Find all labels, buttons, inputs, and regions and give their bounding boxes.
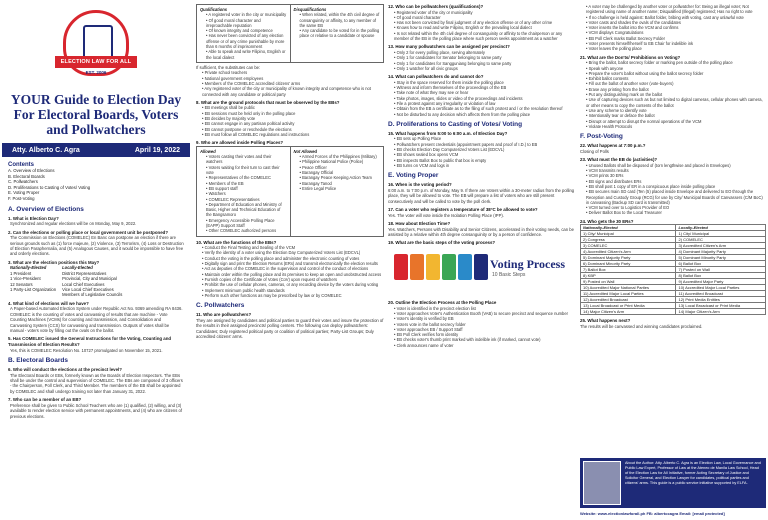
section-c-heading: C. Pollwatchers — [196, 302, 245, 310]
question-3: 3. What are the election positions this May? — [8, 259, 100, 265]
table-cell: 4) Dominant Majority Party — [676, 249, 766, 255]
question-20: 20. Outline the Election Process at the Polling Place — [388, 300, 497, 306]
answer-11: They are assigned by candidates and political parties to guard their votes and insure the protection of the results in their assigned precincts/ polling centers. The following can deploy pollwatchers: Candidates; Duly registered political party or coalition of political parties; Party-List Groups; Duly accredited citizens' arms. — [196, 317, 384, 339]
position-item: 1 President — [10, 270, 32, 276]
list-item: • EB Poll Clerk verifies form identity — [394, 332, 576, 337]
local-positions — [62, 265, 122, 297]
answer-6: The Electoral Boards or EBs, formerly known as the Boards of Election Inspectors. The EBs shall be under the control and supervision of COMELEC. The EBs are composed of 3 officers - the Chairperson, Poll Clerk, and Third Member. The members of the EB shall be appointed by COMELEC and shall undergo training not later than January 31, 2022. — [10, 372, 183, 394]
question-7: 7. Who can be a member of an EB? — [8, 397, 82, 403]
table-row — [581, 309, 766, 315]
list-item: • Furnish copies of the Certificate of Votes (CoV) upon request of watchers — [202, 277, 384, 282]
table-cell: 9) Accredited Major Party — [676, 279, 766, 285]
contents-item: C. Pollwatchers — [8, 179, 38, 185]
list-item: • Only 2 for every polling place, serving alternately — [394, 50, 576, 55]
list-item: • Put any distinguishing mark on the ballot — [586, 92, 766, 97]
disqualifications-list — [294, 12, 381, 38]
er-table-body — [581, 231, 766, 315]
list-item: • Department of Education and Ministry of Basic, Higher and Technical Education of the Bangsamoro — [206, 202, 287, 218]
step-block — [474, 254, 488, 280]
list-item: • Voter's identity is verified by EB — [394, 316, 576, 321]
list-item: • Is not related within the 4th civil degree of consanguinity or affinity to the chairperson or any member of the EB in the polling place where such person seeks appointment as a watcher — [394, 31, 576, 42]
list-item: • Intentionally tear or deface the ballot — [586, 113, 766, 118]
list-item: • Philippine National Police (Police) — [300, 159, 381, 164]
list-item: • Bring the ballot, ballot secrecy folder or marking pen outside of the polling place — [586, 60, 766, 65]
position-item: Vice Local Chief Executives — [62, 287, 114, 292]
protocols-list — [196, 105, 384, 137]
list-item: • Digitally sign and print the Election Returns (ERs) and transmit electronically the election results — [202, 261, 384, 266]
table-cell: 5) Dominant Majority Party — [581, 255, 676, 261]
substitutes-list — [196, 70, 384, 96]
logo-sub: EST. 2006 — [85, 70, 107, 75]
about-author-box — [580, 458, 766, 508]
section-b-heading: B. Electoral Boards — [8, 357, 68, 365]
list-item: • Barangay Official — [300, 170, 381, 175]
list-item: • EB shall post 1 copy of ER in a conspicuous place inside polling place — [586, 184, 766, 189]
question-25: 25. What happens next? — [580, 318, 631, 324]
list-item: • COMELEC Representatives — [206, 197, 287, 202]
list-item: • Erase any printing from the ballot — [586, 87, 766, 92]
allowed-cell — [197, 147, 290, 236]
list-item: • Take note of what they may see or hear — [394, 90, 576, 95]
table-cell: 11) Accredited Broadcast — [676, 291, 766, 297]
list-item: • National government employees — [202, 76, 384, 81]
table-cell: 12) Print Media Entities — [676, 297, 766, 303]
list-item: • Use any scheme to identify vote — [586, 108, 766, 113]
list-item: • Emergency Accessible Polling Place (EAPP) Support Staff — [206, 218, 287, 229]
list-item: • Conduct the voting in the polling place and administer the electronic counting of votes — [202, 256, 384, 261]
question-1: 1. What is Election Day? — [8, 215, 59, 221]
list-item: • Voter casts and shades the ovals of the candidates — [586, 20, 766, 25]
list-item: • Voter approaches EB / Support Staff — [394, 327, 576, 332]
position-item: 1 Party-List Organization — [10, 287, 57, 292]
step-block — [426, 254, 440, 280]
list-item: • Watchers — [206, 191, 287, 196]
answer-7: Preference shall be given to Public School Teachers who are (1) qualified, (2) willing, and (3) available to render election service with permanent appointments, and (4) who are citizens of previous elections. — [10, 402, 183, 419]
watcher-count-list — [388, 50, 576, 71]
answer-5: Yes, this is COMELEC Resolution No. 10727 promulgated on November 15, 2021. — [10, 347, 163, 353]
step-block — [442, 254, 456, 280]
table-cell: 9) Posted on Wall — [581, 279, 676, 285]
list-item: • EB checks Election Day Computerized Voters List (EDCVL) — [394, 147, 576, 152]
list-item: • EB sets up Polling Place — [394, 136, 576, 141]
list-item: • EB shows sealed box opens VCM — [394, 152, 576, 157]
position-item: 12 Senators — [10, 281, 33, 287]
question-10: 10. What are the functions of the EBs? — [196, 239, 277, 245]
list-item: • Use of capturing devices such as but not limited to digital cameras, cellular phones with camera, or other means to copy the contents of the ballot — [586, 97, 766, 108]
list-item: • Act as deputies of the COMELEC in the supervision and control of the conduct of elections — [202, 266, 384, 271]
list-item: • Maintain order within the polling place and its premises to keep an open and unobstructed access — [202, 272, 384, 277]
list-item: • EB checks voter's thumb print marked with indelible ink (if marked, cannot vote) — [394, 337, 576, 342]
table-cell: 7) Ballot Box — [581, 267, 676, 273]
table-cell: 3) Accredited Citizen's Arm — [676, 243, 766, 249]
list-item: • Armed Forces of the Philippines (Military) — [300, 154, 381, 159]
local-heading: Locally-Elected — [62, 265, 93, 271]
list-item: • Speak with anyone — [586, 66, 766, 71]
answer-18: Yes. Watchers, Persons with Disability and Senior Citizens, accelerated in their voting needs, can be assisted by a relative within 4th degree consanguinity or by a person of confidence. — [388, 226, 574, 238]
list-item: • Voter is identified in the precinct election list — [394, 306, 576, 311]
list-item: • VCM displays Congratulations — [586, 30, 766, 35]
question-6: 6. Who will conduct the elections at the precinct level? — [8, 367, 122, 373]
question-5: 5. Has COMELEC issued the General Instructions for the Voting, Counting and Transmission of Election Results? — [8, 336, 172, 348]
list-item: • A voter may be challenged by another voter or pollwatcher for: Being an illegal voter; Not registered using name of another name; Disqualified (Illegal) registered; Has no right to vote — [586, 4, 766, 15]
list-item: • Prohibit the use of cellular phones, cameras, or any recording device by the voters during voting — [202, 282, 384, 287]
voting-process-graphic — [388, 250, 576, 296]
list-item: • Of known integrity and competence — [206, 28, 287, 33]
answer-4: A Paper-based Automated Election System under Republic Act No. 9369 amending RA 8436. COMELEC is the counting of votes and canvassing of results that are machine - Vote Counting Machines (VCMs) for counting and transmission, and Consolidation and Canvassing System (CCS) for canvassing and transmission. Outputs of votes shall be manual - voters vote by filling out the ovals on the ballot. — [10, 306, 183, 334]
watcher-rights-list — [388, 80, 576, 117]
list-item: • Obtain from the EB a certificate as to the filing of such protest and / or the resolution thereof — [394, 106, 576, 111]
page-title: YOUR Guide to Election Day For Electoral Boards, Voters and Pollwatchers — [10, 92, 182, 137]
national-positions — [10, 265, 56, 297]
table-cell: 10) Accredited Major National Parties — [581, 285, 676, 291]
list-item: • Fill out the ballot of another voter (vote-buyers) — [586, 81, 766, 86]
position-item: Provincial, City and Municipal — [62, 276, 117, 282]
author-name: Atty. Alberto C. Agra — [12, 146, 80, 154]
qualifications-cell — [197, 5, 290, 62]
qualifications-list — [200, 12, 287, 60]
list-item: • Members of the EB — [206, 181, 287, 186]
list-item: • If no challenge is held against: Ballot folder, bribing with voting, cast any unlawful vote — [586, 15, 766, 20]
contents-item: F. Post-Voting — [8, 195, 35, 201]
substitutes-note: If sufficient, the substitutes can be: — [196, 64, 261, 70]
list-item: • Any registered voter of the city or municipality of known integrity and competence who is not connected with any candidate or political party — [202, 86, 384, 97]
polling-steps-list — [388, 306, 576, 348]
list-item: • Entire Legal Police — [300, 186, 381, 191]
table-cell: 7) Posted on Wall — [676, 267, 766, 273]
column-4 — [580, 4, 766, 456]
voting-process-subtitle: 10 Basic Steps — [492, 272, 526, 279]
er-distribution-table — [580, 224, 766, 315]
question-8: 8. What are the ground protocols that must be observed by the EBs? — [196, 99, 340, 105]
list-item: • VCM prints 30 ERs — [586, 173, 766, 178]
list-item: • Any candidate to be voted for in the polling place or relative to a candidate or spouse — [300, 28, 381, 39]
list-item: • Able to speak and write Filipino, English or the local dialect — [206, 49, 287, 60]
step-block — [458, 254, 472, 280]
list-item: • When related, within the 4th civil degree of consanguinity or affinity, to any member of the same EB — [300, 12, 381, 28]
contents-item: E. Voting Proper — [8, 190, 40, 196]
not-allowed-list — [294, 154, 381, 191]
table-cell: 14) Major Citizen's Arm — [676, 309, 766, 315]
disqualifications-cell — [290, 5, 384, 62]
list-item: • Knows how to read and write Filipino, English or the prevailing local dialect — [394, 25, 576, 30]
section-e-heading: E. Voting Proper — [388, 172, 439, 180]
list-item: • Exhibit ballot contents — [586, 76, 766, 81]
answer-16: 6:00 a.m. to 7:00 p.m. of Monday, May 9. If there are Voters within a 30-meter radius from the polling place, they will be allowed to vote. The EB will prepare a list of voters who are still present consecutively and will be called to vote by the poll clerk. — [388, 187, 575, 204]
list-item: • EB Poll Clerk marks Ballot Secrecy Folder — [586, 36, 766, 41]
list-item: • Of good moral character and irreproachable reputation — [206, 18, 287, 29]
list-item: • Registered voter of the city or municipality — [394, 10, 576, 15]
list-item: • EB inspects Ballot Box to public that box is empty — [394, 158, 576, 163]
continued-steps-list — [580, 4, 766, 52]
table-header: Locally-Elected — [676, 225, 766, 231]
contact-footer: Website: www.electionlawforall.ph FB: albertocagra Email: [email protected] — [580, 511, 725, 516]
question-13: 13. How many pollwatchers can be assigned per precinct? — [388, 44, 510, 50]
table-cell: 6) Dominant Minority Party — [581, 261, 676, 267]
disqualifications-heading: Disqualifications — [293, 7, 327, 12]
positions-table — [2, 265, 190, 297]
answer-22: Closing of Polls — [580, 148, 609, 154]
list-item: • Unused Ballots shall be disposed of (torn lengthwise and placed in Envelopes) — [586, 163, 766, 168]
list-item: • Voter inserts the ballot into the VCM and confirms — [586, 25, 766, 30]
publish-date: April 19, 2022 — [134, 146, 180, 154]
list-item: • EB signs and distributes ERs — [586, 179, 766, 184]
list-item: • EB meetings shall be public — [202, 105, 384, 110]
not-allowed-heading: Not Allowed — [293, 148, 317, 154]
author-bar — [2, 143, 190, 157]
table-cell: 2) COMELEC — [676, 237, 766, 243]
qualifications-heading: Qualifications — [200, 7, 228, 12]
list-item: • Stay in the space reserved for them inside the polling place — [394, 80, 576, 85]
question-12: 12. Who can be pollwatchers (qualifications)? — [388, 4, 484, 9]
list-item: • Verify the identity of a voter using the Election Day Computerized Voters List (EDCVL) — [202, 250, 384, 255]
answer-17: Yes. The voter will vote inside the Isolation Polling Place (IPP). — [388, 212, 504, 218]
table-cell: 10) Accredited Major Local Parties — [676, 285, 766, 291]
answer-1: Synchronized and regular elections will be on Monday, May 9, 2022. — [10, 221, 137, 227]
list-item: • Deliver Ballot Box to the Local Treasurer — [586, 210, 766, 215]
list-item: • Representatives of the COMELEC — [206, 175, 287, 180]
list-item: • Prepare the voter's ballot without using the ballot secrecy folder — [586, 71, 766, 76]
table-cell: 12) Accredited Broadcast — [581, 297, 676, 303]
list-item: • Violate Health Protocols — [586, 124, 766, 129]
table-cell: 1) City/ Municipal — [676, 231, 766, 237]
question-21: 21. What are the Don'ts/ Prohibitions on Voting? — [580, 54, 681, 60]
contents-item: B. Electoral Boards — [8, 173, 45, 179]
table-cell: 2) Congress — [581, 237, 676, 243]
list-item: • Conduct the Final Testing and Sealing of the VCM — [202, 245, 384, 250]
position-item: District Representatives — [62, 270, 107, 276]
list-item: • EB secures main SD card (Ten (5) placed inside Envelope and delivered to EO through the Reception and Custody Group (RCG) for use by City/ Municipal Boards of Canvassers (C/M BoC) in canvassing (Backup SD card is transmitted) — [586, 189, 766, 205]
answer-2: The Commission on Elections (COMELEC) En Banc can postpone an election if there are serious grounds such as (1) force majeure, (2) Violence, (3) Terrorism, (4) Loss or Destruction of Election Paraphernalia, and (5) Analogous Causes, and it would be impossible to have free and orderly elections. — [10, 235, 184, 257]
table-cell: 13) Local Broadcast or Print Media — [581, 303, 676, 309]
list-item: • Perform such other functions as may be prescribed by law or by COMELEC — [202, 293, 384, 298]
list-item: • Peace Officer — [300, 165, 381, 170]
contents-heading: Contents — [8, 162, 34, 168]
table-cell: 6) Ballot Box — [676, 261, 766, 267]
list-item: • EB cannot engage in any partisan political activity — [202, 121, 384, 126]
list-item: • Voters waiting for their turn to cast their vote — [206, 165, 287, 176]
election-law-logo — [55, 10, 137, 88]
list-item: • EB must follow all COMELEC regulations and instructions — [202, 132, 384, 137]
allowed-table — [196, 146, 384, 237]
list-item: • Take photos, images, slides or video of the proceedings and incidents — [394, 96, 576, 101]
table-cell: 5) Dominant Minority Party — [676, 255, 766, 261]
table-cell: 4) Accredited Citizen's Arm — [581, 249, 676, 255]
section-a-heading: A. Overview of Elections — [8, 205, 84, 213]
table-cell: 8) Ballot Box — [676, 273, 766, 279]
list-item: • EB cannot postpone or reschedule the elections — [202, 127, 384, 132]
voting-process-title: Voting Process — [490, 257, 565, 272]
list-item: • Only 1 watcher for all civic groups — [394, 66, 576, 71]
question-9: 9. Who are allowed inside Polling Places? — [196, 140, 284, 146]
question-16: 16. When is the voting period? — [388, 182, 452, 188]
table-cell: 1) City/ Municipal — [581, 231, 676, 237]
voting-steps-illustration — [394, 254, 488, 280]
table-cell: 3) COMELEC — [581, 243, 676, 249]
list-item: • Members of the COMELEC accredited citizens' arms — [202, 81, 384, 86]
contents-item: A. Overview of Elections — [8, 168, 55, 173]
list-item: • EB sessions must be held only in the polling place — [202, 111, 384, 116]
list-item: • Clerk announces name of voter — [394, 343, 576, 348]
list-item: • Voters casting their votes and their watchers — [206, 154, 287, 165]
list-item: • Not be disturbed to any decision which affects them from the polling place — [394, 112, 576, 117]
list-item: • Barangay Tanod — [300, 181, 381, 186]
question-15: 15. What happens from 5:00 to 6:00 a.m. of Election Day? — [388, 130, 508, 136]
eb-functions-list — [196, 245, 384, 298]
list-item: • File a protest against any irregularity or violation of law — [394, 101, 576, 106]
table-cell: 8) KBP — [581, 273, 676, 279]
list-item: • Voter approaches Voter's Authentication Booth (VAB) to secure precinct and sequence number — [394, 311, 576, 316]
section-f-heading: F. Post-Voting — [580, 133, 623, 141]
question-11: 11. Who are pollwatchers? — [196, 312, 252, 318]
list-item: • Only 1 for candidates for Sangguniang belonging to same party — [394, 61, 576, 66]
list-item: • Other COMELEC authorized persons — [206, 228, 287, 233]
question-24: 24. Who gets the 30 ERs? — [580, 218, 634, 224]
list-item: • Voter leaves the polling place — [586, 46, 766, 51]
not-allowed-cell — [290, 147, 384, 236]
table-header: Nationally-Elected — [581, 225, 676, 231]
answer-25: The results will be canvassed and winning candidates proclaimed. — [580, 323, 703, 329]
question-18: 18. How about Election Time? — [388, 221, 451, 227]
question-23: 23. What must the EB do (activities)? — [580, 157, 658, 163]
position-item: Local Chief Executives — [62, 281, 105, 287]
post-voting-list — [580, 163, 766, 216]
column-3 — [388, 4, 576, 516]
question-19: 19. What are the basic steps of the voting process? — [388, 240, 496, 246]
question-4: 4. What kind of elections will we have? — [8, 300, 89, 306]
column-1 — [2, 2, 190, 518]
list-item: • Voters vote in the ballot secrecy folder — [394, 322, 576, 327]
table-cell: 13) Local Broadcast or Print Media — [676, 303, 766, 309]
list-item: • VCM transmits results — [586, 168, 766, 173]
position-item: Members of Legislative Councils — [62, 292, 123, 298]
list-item: • EB support staff — [206, 186, 287, 191]
list-item: • Disrupt or attempt to disrupt the normal operations of the VCM — [586, 119, 766, 124]
step-block — [394, 254, 408, 280]
contents-item: D. Proliferations to Casting of Votes/ Voting — [8, 184, 91, 190]
list-item: • Voter presents himself/herself to EB Chair for indelible ink — [586, 41, 766, 46]
prohibitions-list — [580, 60, 766, 129]
question-2: 2. Can the elections or polling place or local government unit be postponed? — [8, 229, 169, 235]
step-block — [410, 254, 424, 280]
list-item: • Has never been convicted of any election offense or of any crime punishable by more than 6 months of imprisonment — [206, 33, 287, 49]
question-17: 17. Can a voter who registers a temperature of 38°C be allowed to vote? — [388, 207, 538, 213]
list-item: • Witness and inform themselves of the proceedings of the EB — [394, 85, 576, 90]
list-item: • Of good moral character — [394, 15, 576, 20]
table-cell: 14) Major Citizen's Arm — [581, 309, 676, 315]
qualifications-table — [196, 4, 384, 63]
allowed-heading: Allowed — [200, 148, 216, 154]
list-item: • Has not been convicted by final judgment of any election offense or of any other crime — [394, 20, 576, 25]
column-2 — [196, 4, 384, 516]
watcher-qualifications-list — [388, 10, 576, 42]
list-item: • Pollwatchers present credentials (appointment papers and proof of I.D.) to EB — [394, 142, 576, 147]
contents-list — [2, 168, 190, 202]
list-item: • Barangay Peace Keeping Action Team — [300, 175, 381, 180]
author-bio: About the Author: Atty. Alberto C. Agra is an Election Law, Local Governance and Public Law Expert, Professor of Law at the Ateneo de Manila Law School, Head of the Election Law for All Initiative, former Acting Secretary of Justice and Solicitor General, and Election Lawyer for candidates, political parties and citizens' arms. This guide is a public service initiative supported by ELFA. — [625, 461, 761, 485]
list-item: • Private school teachers — [202, 70, 384, 75]
list-item: • EB decides by majority vote — [202, 116, 384, 121]
allowed-list — [200, 154, 287, 233]
question-14: 14. What can pollwatchers do and cannot do? — [388, 74, 484, 80]
position-item: 1 Vice-President — [10, 276, 41, 282]
national-heading: Nationally-Elected — [10, 265, 47, 271]
early-morning-list — [388, 136, 576, 168]
list-item: • Only 1 for candidates for Senator belonging to same party — [394, 55, 576, 60]
logo-ribbon: ELECTION LAW FOR ALL — [55, 56, 137, 68]
question-22: 22. What happens at 7:00 p.m.? — [580, 143, 646, 149]
table-cell: 11) Accredited Major Local Parties — [581, 291, 676, 297]
list-item: • EB turns on VCM and logs in — [394, 163, 576, 168]
section-d-heading: D. Proliferations to Casting of Votes/ Voting — [388, 120, 523, 128]
list-item: • VCM turned over to Logistics Provider of EO — [586, 205, 766, 210]
list-item: • A registered voter in the city or municipality — [206, 12, 287, 17]
author-photo — [583, 461, 621, 505]
list-item: • Implement minimum public health standards — [202, 288, 384, 293]
